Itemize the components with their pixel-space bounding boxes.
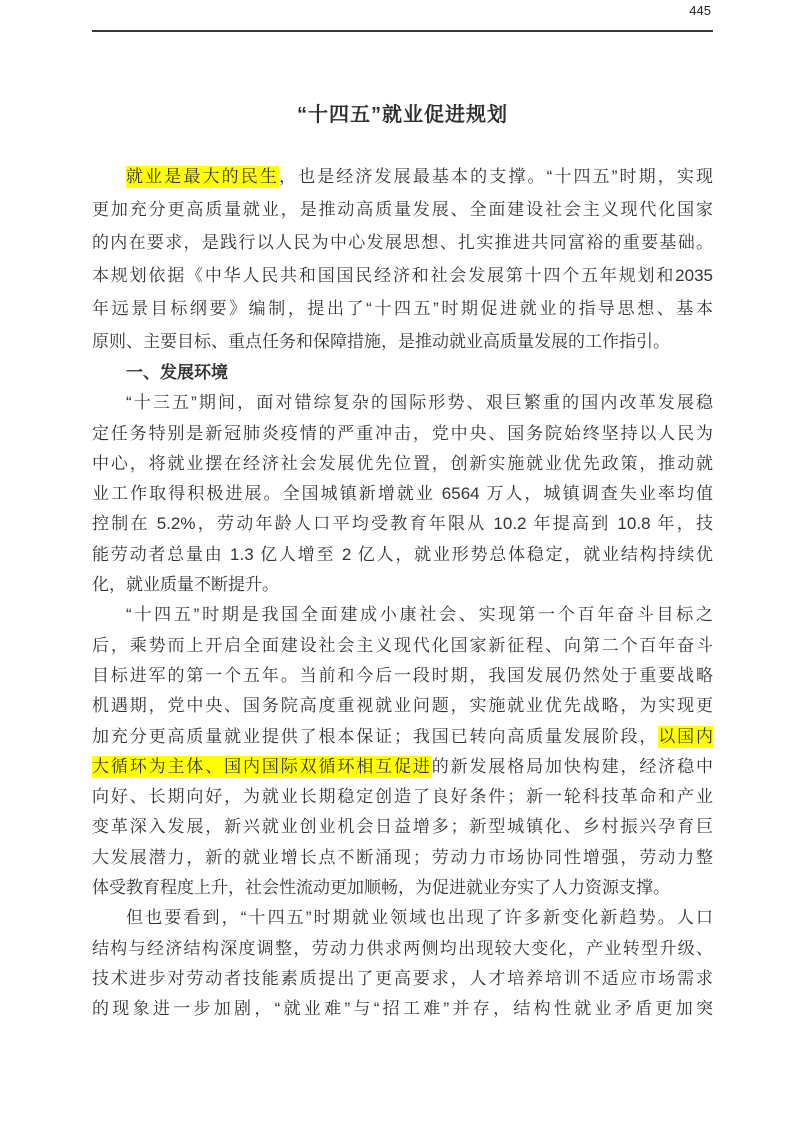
- section-heading: 一、发展环境: [126, 363, 228, 382]
- text-line: [92, 479, 713, 509]
- text-line: [92, 540, 713, 570]
- text-run: 更加充分更高质量就业，是推动高质量发展、全面建设社会主义现代化国家: [92, 200, 713, 219]
- text-line: [92, 193, 713, 226]
- text-run: “十四五”时期是我国全面建成小康社会、实现第一个百年奋斗目标之: [126, 605, 713, 625]
- text-run: 的新发展格局加快构建，经济稳中: [431, 756, 713, 776]
- text-run: 目标进军的第一个五年。当前和今后一段时期，我国发展仍然处于重要战略: [92, 665, 713, 685]
- text-line: [92, 292, 713, 325]
- text-line: [92, 509, 713, 539]
- text-line: [92, 964, 713, 994]
- paragraph: [92, 160, 713, 358]
- text-line: [92, 226, 713, 259]
- text-run: 向好、长期向好，为就业长期稳定创造了良好条件；新一轮科技革命和产业: [92, 787, 713, 807]
- text-run: 技术进步对劳动者技能素质提出了更高要求，人才培养培训不适应市场需求: [92, 968, 713, 988]
- text-run: 的内在要求，是践行以人民为中心发展思想、扎实推进共同富裕的重要基础。: [92, 233, 713, 252]
- text-run: 中心，将就业摆在经济社会发展优先位置，创新实施就业优先政策，推动就: [92, 453, 713, 473]
- document-body: [92, 160, 713, 1025]
- text-run: 控制在 5.2%，劳动年龄人口平均受教育年限从 10.2 年提高到 10.8 年，技: [92, 514, 713, 534]
- text-line: [92, 661, 713, 691]
- text-line: [92, 325, 713, 358]
- text-run: 结构与经济结构深度调整，劳动力供求两侧均出现较大变化，产业转型升级、: [92, 938, 713, 958]
- highlighted-text: 以国内: [658, 726, 713, 746]
- text-line: [92, 449, 713, 479]
- text-run: 业工作取得积极进展。全国城镇新增就业 6564 万人，城镇调查失业率均值: [92, 484, 713, 504]
- text-run: 年远景目标纲要》编制，提出了“十四五”时期促进就业的指导思想、基本: [92, 299, 713, 318]
- text-run: 但也要看到，“十四五”时期就业领域也出现了许多新变化新趋势。人口: [126, 908, 713, 928]
- text-line: [92, 843, 713, 873]
- text-line: [92, 722, 713, 752]
- header-rule: [92, 30, 713, 32]
- text-run: 体受教育程度上升，社会性流动更加顺畅，为促进就业夯实了人力资源支撑。: [92, 878, 670, 898]
- text-line: [92, 631, 713, 661]
- text-run: 后，乘势而上开启全面建设社会主义现代化国家新征程、向第二个百年奋斗: [92, 635, 713, 655]
- text-line: [92, 600, 713, 630]
- text-run: 定任务特别是新冠肺炎疫情的严重冲击，党中央、国务院始终坚持以人民为: [92, 423, 713, 443]
- text-run: 本规划依据《中华人民共和国国民经济和社会发展第十四个五年规划和2035: [92, 266, 713, 285]
- text-line: [92, 752, 713, 782]
- text-run: 化，就业质量不断提升。: [92, 575, 279, 595]
- highlighted-text: 就业是最大的民生: [126, 167, 279, 186]
- text-line: [92, 873, 713, 903]
- highlighted-text: 国内国际双循环相互促进: [224, 756, 432, 776]
- text-run: 的现象进一步加剧，“就业难”与“招工难”并存，结构性就业矛盾更加突: [92, 999, 713, 1019]
- highlighted-text: 大循环为主体、: [92, 756, 225, 776]
- text-line: [92, 691, 713, 721]
- text-line: [92, 994, 713, 1024]
- text-run: “十三五”期间，面对错综复杂的国际形势、艰巨繁重的国内改革发展稳: [126, 393, 713, 413]
- text-run: 机遇期，党中央、国务院高度重视就业问题，实施就业优先战略，为实现更: [92, 696, 713, 716]
- text-line: [92, 934, 713, 964]
- page-number: 445: [689, 3, 711, 18]
- text-run: 加充分更高质量就业提供了根本保证；我国已转向高质量发展阶段，: [92, 726, 659, 746]
- text-line: [92, 259, 713, 292]
- paragraph: [92, 388, 713, 600]
- text-run: ，也是经济发展最基本的支撑。“十四五”时期，实现: [278, 167, 713, 186]
- text-run: 变革深入发展，新兴就业创业机会日益增多；新型城镇化、乡村振兴孕育巨: [92, 817, 713, 837]
- paragraph: [92, 903, 713, 1024]
- text-line: [92, 903, 713, 933]
- text-line: [92, 812, 713, 842]
- text-line: [92, 782, 713, 812]
- text-line: [92, 570, 713, 600]
- text-run: 原则、主要目标、重点任务和保障措施，是推动就业高质量发展的工作指引。: [92, 332, 670, 351]
- text-run: 能劳动者总量由 1.3 亿人增至 2 亿人，就业形势总体稳定，就业结构持续优: [92, 544, 713, 564]
- text-run: 大发展潜力，新的就业增长点不断涌现；劳动力市场协同性增强，劳动力整: [92, 847, 713, 867]
- text-line: [92, 160, 713, 193]
- text-line: [92, 388, 713, 418]
- paragraph: [92, 600, 713, 903]
- document-title: “十四五”就业促进规划: [297, 104, 508, 126]
- text-line: [92, 419, 713, 449]
